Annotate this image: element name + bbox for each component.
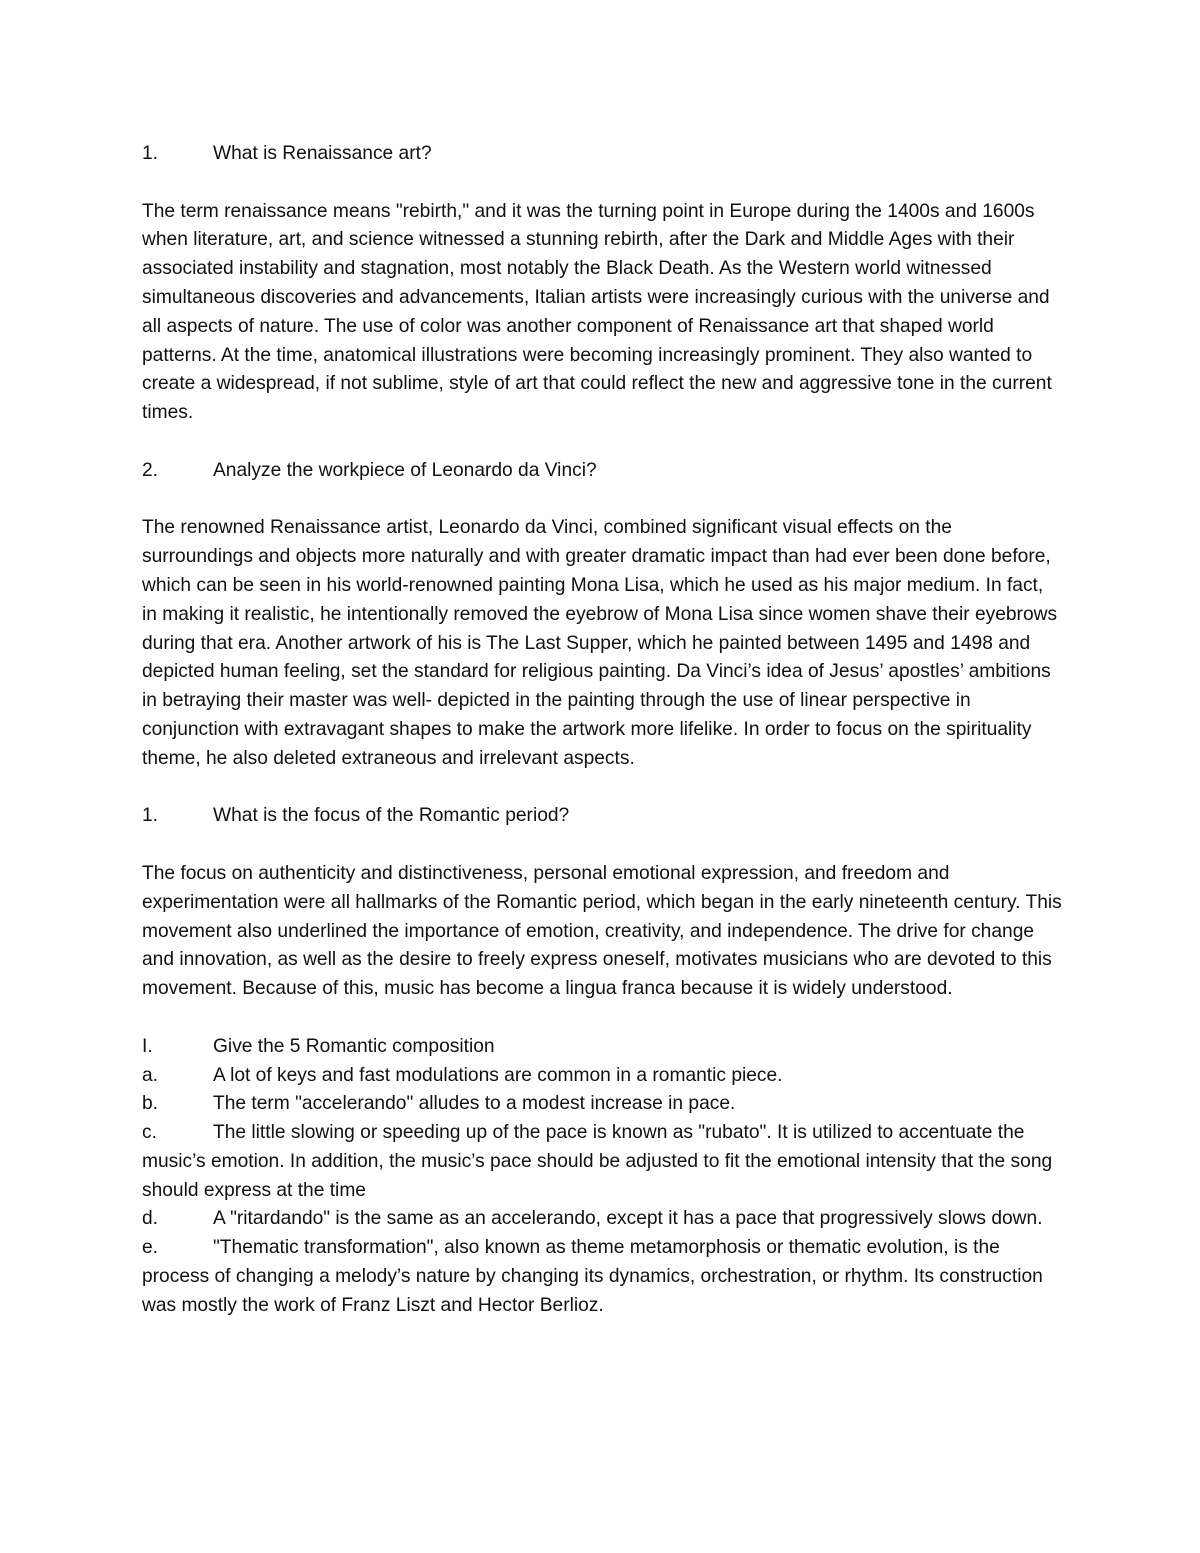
question-heading <box>142 140 1062 169</box>
document-page <box>142 140 1062 1321</box>
answer-paragraph: The focus on authenticity and distinctiveness, personal emotional expression, and freedom and experimentation were all hallmarks of the Romantic period, which began in the early nineteenth century. This movement also underlined the importance of emotion, creativity, and independence. The drive for change and innovation, as well as the desire to freely express oneself, motivates musicians who are devoted to this movement. Because of this, music has become a lingua franca because it is widely understood. <box>142 862 1062 1000</box>
list-item-marker: b. <box>142 1093 159 1115</box>
question-number: 1. <box>142 143 159 164</box>
list-heading-text: Give the 5 Romantic composition <box>213 1035 495 1057</box>
list-item-text: "Thematic transformation", also known as theme metamorphosis or thematic evolution, is the process of changing a melody’s nature by changing its dynamics, orchestration, or rhythm. Its construction was mostly the work of Franz Liszt and Hector Berlioz. <box>142 1237 1043 1316</box>
answer-paragraph: The term renaissance means "rebirth," and it was the turning point in Europe during the 1400s and 1600s when literature, art, and science witnessed a stunning rebirth, after the Dark and Middle Ages with their associated instability and stagnation, most notably the Black Death. As the Western world witnessed simultaneous discoveries and advancements, Italian artists were increasingly curious with the universe and all aspects of nature. The use of color was another component of Renaissance art that shaped world patterns. At the time, anatomical illustrations were becoming increasingly prominent. They also wanted to create a widespread, if not sublime, style of art that could reflect the new and aggressive tone in the current times. <box>142 200 1052 424</box>
list-item-marker: d. <box>142 1208 159 1230</box>
list-item <box>142 1119 1062 1205</box>
question-number: 2. <box>142 459 159 481</box>
question-text: What is Renaissance art? <box>213 143 432 164</box>
list-item <box>142 1062 1062 1091</box>
list-item <box>142 1205 1062 1234</box>
list-item-text: The term "accelerando" alludes to a modest increase in pace. <box>213 1093 736 1115</box>
list-item <box>142 1234 1062 1320</box>
list-item <box>142 1090 1062 1119</box>
list-item-marker: c. <box>142 1122 157 1144</box>
list-item-text: A lot of keys and fast modulations are common in a romantic piece. <box>213 1064 783 1086</box>
list-item-marker: a. <box>142 1064 159 1086</box>
list-marker: I. <box>142 1035 153 1057</box>
question-text: Analyze the workpiece of Leonardo da Vinci? <box>213 459 597 481</box>
list-heading <box>142 1033 1062 1062</box>
list-item-text: A "ritardando" is the same as an accelerando, except it has a pace that progressively slows down. <box>213 1208 1043 1230</box>
question-text: What is the focus of the Romantic period? <box>213 805 570 827</box>
question-heading <box>142 457 1062 486</box>
question-heading <box>142 802 1062 831</box>
answer-paragraph: The renowned Renaissance artist, Leonardo da Vinci, combined significant visual effects on the surroundings and objects more naturally and with greater dramatic impact than had ever been done before, which can be seen in his world-renowned painting Mona Lisa, which he used as his major medium. In fact, in making it realistic, he intentionally removed the eyebrow of Mona Lisa since women shave their eyebrows during that era. Another artwork of his is The Last Supper, which he painted between 1495 and 1498 and depicted human feeling, set the standard for religious painting. Da Vinci’s idea of Jesus’ apostles’ ambitions in betraying their master was well- depicted in the painting through the use of linear perspective in conjunction with extravagant shapes to make the artwork more lifelike. In order to focus on the spirituality theme, he also deleted extraneous and irrelevant aspects. <box>142 517 1058 769</box>
list-item-marker: e. <box>142 1237 159 1259</box>
question-number: 1. <box>142 805 159 827</box>
list-item-text: The little slowing or speeding up of the pace is known as "rubato". It is utilized to accentuate the music’s emotion. In addition, the music’s pace should be adjusted to fit the emotional intensity that the song should express at the time <box>142 1122 1053 1201</box>
